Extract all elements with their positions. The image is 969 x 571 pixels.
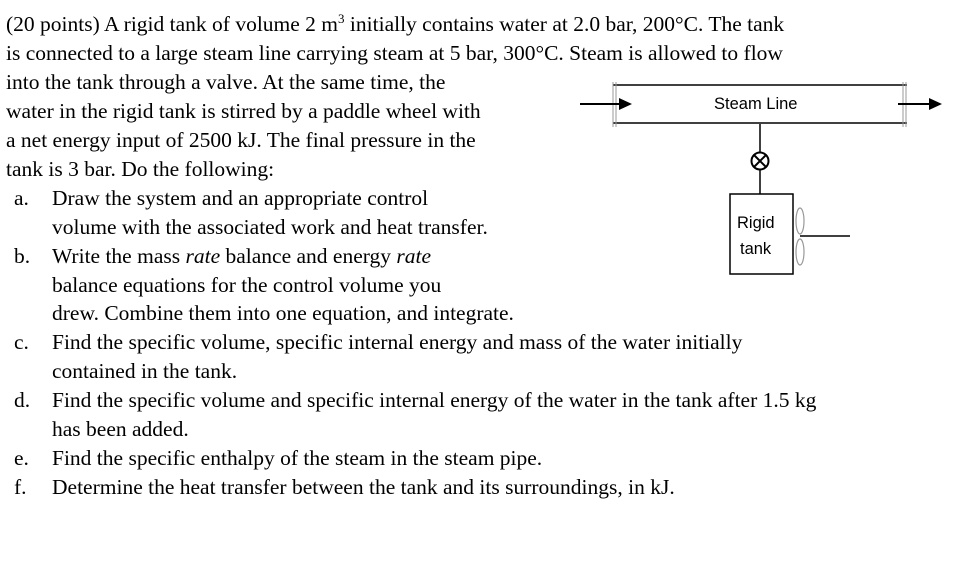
intro-line-1: (20 points) A rigid tank of volume 2 $m^3$ initially contains water at 2.0 bar, 200°C. The tank — [6, 10, 785, 36]
part-b-letter: b. — [14, 244, 31, 268]
valve-icon — [752, 153, 769, 170]
part-b-line-1: Write the mass rate balance and energy rate — [52, 244, 432, 268]
inlet-arrow-icon — [580, 98, 632, 110]
part-c-line-1: Find the specific volume, specific internal energy and mass of the water initially — [52, 330, 743, 354]
part-d-line-2: has been added. — [52, 417, 189, 441]
tank-label-line-2: tank — [740, 240, 772, 258]
intro-line-5: a net energy input of 2500 kJ. The final pressure in the — [6, 128, 476, 152]
part-b-line-3: drew. Combine them into one equation, and integrate. — [52, 301, 514, 325]
part-b-line-2: balance equations for the control volume you — [52, 273, 442, 297]
part-e-letter: e. — [14, 446, 29, 470]
part-c-letter: c. — [14, 330, 29, 354]
part-e-line-1: Find the specific enthalpy of the steam in the steam pipe. — [52, 446, 543, 470]
paddle-wheel-icon — [796, 208, 850, 265]
part-d-line-1: Find the specific volume and specific internal energy of the water in the tank after 1.5 kg — [52, 388, 817, 412]
tank-label-line-1: Rigid — [737, 214, 775, 232]
steam-line-label: Steam Line — [714, 95, 798, 113]
intro-line-6: tank is 3 bar. Do the following: — [6, 157, 275, 181]
part-f-letter: f. — [14, 475, 27, 499]
part-c-line-2: contained in the tank. — [52, 359, 238, 383]
part-a-line-2: volume with the associated work and heat transfer. — [52, 215, 488, 239]
intro-line-4: water in the rigid tank is stirred by a paddle wheel with — [6, 99, 481, 123]
part-f-line-1: Determine the heat transfer between the tank and its surroundings, in kJ. — [52, 475, 675, 499]
outlet-arrow-icon — [898, 98, 942, 110]
intro-line-2: is connected to a large steam line carrying steam at 5 bar, 300°C. Steam is allowed to flow — [6, 41, 783, 65]
rigid-tank — [730, 194, 793, 274]
part-a-letter: a. — [14, 186, 29, 210]
part-d-letter: d. — [14, 388, 31, 412]
part-a-line-1: Draw the system and an appropriate control — [52, 186, 429, 210]
intro-line-3: into the tank through a valve. At the same time, the — [6, 70, 446, 94]
